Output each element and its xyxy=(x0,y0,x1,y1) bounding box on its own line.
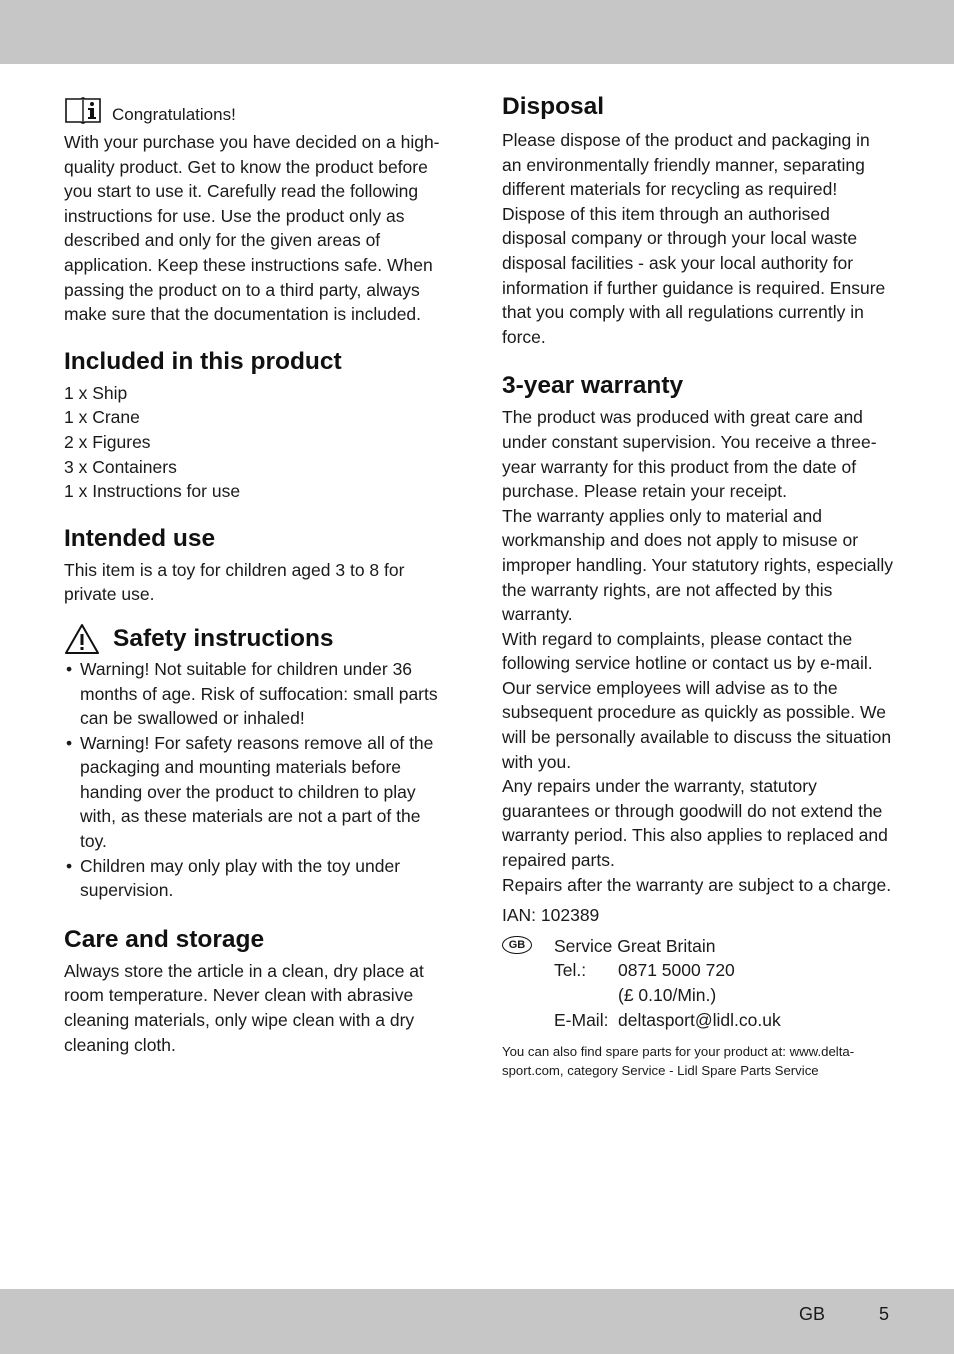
ian-number: IAN: 102389 xyxy=(502,905,600,926)
page-number: 5 xyxy=(879,1304,890,1324)
spare-parts-note: You can also find spare parts for your product at: www.delta-sport.com, category Service - Lidl Spare Parts Service xyxy=(502,1044,855,1079)
email-label: E-Mail: xyxy=(554,1009,609,1030)
list-item: 1 x Instructions for use xyxy=(64,481,241,502)
tel-value: 0871 5000 720 xyxy=(618,960,735,981)
warranty-paragraph: Repairs after the warranty are subject to a charge. xyxy=(502,874,892,895)
service-title: Service Great Britain xyxy=(554,935,716,956)
safety-list xyxy=(64,657,449,903)
footer-language: GB xyxy=(799,1304,826,1324)
care-heading: Care and storage xyxy=(64,925,265,953)
congrats-label: Congratulations! xyxy=(112,105,236,124)
included-heading: Included in this product xyxy=(64,347,342,375)
intro-text: With your purchase you have decided on a high-quality product. Get to know the product before you start to use it. Carefully read the following instructions for use. Use the product only as described and only for the given areas of application. Keep these instructions safe. When passing the product on to a third party, always make sure that the documentation is included. xyxy=(64,132,440,325)
safety-header xyxy=(64,623,449,655)
included-list xyxy=(64,381,449,504)
warranty-heading: 3-year warranty xyxy=(502,372,684,400)
safety-heading: Safety instructions xyxy=(113,624,334,652)
service-contact xyxy=(502,934,894,1032)
list-item: 1 x Crane xyxy=(64,407,140,428)
warranty-text xyxy=(502,405,894,897)
list-item: 2 x Figures xyxy=(64,431,151,452)
warning-icon xyxy=(64,623,100,655)
intended-heading: Intended use xyxy=(64,524,216,552)
list-item: • Children may only play with the toy under supervision. xyxy=(64,854,449,903)
list-item: 3 x Containers xyxy=(64,456,177,477)
info-icon xyxy=(64,96,102,126)
list-item: 1 x Ship xyxy=(64,382,128,403)
disposal-text: Please dispose of the product and packaging in an environmentally friendly manner, separating different materials for recycling as required! Dispose of this item through an authorised disposal company or through your local waste disposal facilities - ask your local authority for information if further guidance is required. Ensure that you comply with all regulations currently in force. xyxy=(502,130,886,347)
tel-label: Tel.: xyxy=(554,960,587,981)
right-column xyxy=(502,92,894,1080)
left-column xyxy=(64,92,449,1057)
warranty-paragraph: Any repairs under the warranty, statutory guarantees or through goodwill do not extend the warranty period. This also applies to replaced and repaired parts. xyxy=(502,776,888,871)
header-band xyxy=(0,0,954,64)
intended-text: This item is a toy for children aged 3 to 8 for private use. xyxy=(64,559,405,605)
warranty-paragraph: With regard to complaints, please contact the following service hotline or contact us by e-mail. Our service employees will advise as to the subsequent procedure as quickly as possible. We will be personally available to discuss the situation with you. xyxy=(502,628,892,772)
disposal-heading: Disposal xyxy=(502,93,605,120)
care-text: Always store the article in a clean, dry place at room temperature. Never clean with abrasive cleaning materials, only wipe clean with a dry cleaning cloth. xyxy=(64,960,424,1055)
intro-header xyxy=(64,96,449,126)
tel-cost: (£ 0.10/Min.) xyxy=(618,985,717,1005)
warranty-paragraph: The warranty applies only to material and workmanship and does not apply to misuse or improper handling. Your statutory rights, especially the warranty rights, are not affected by this warranty. xyxy=(502,505,894,625)
list-item: • Warning! For safety reasons remove all of the packaging and mounting materials before handing over the product to children to play with, as these materials are not a part of the toy. xyxy=(64,731,449,854)
country-badge: GB xyxy=(502,936,532,954)
list-item: • Warning! Not suitable for children under 36 months of age. Risk of suffocation: small parts can be swallowed or inhaled! xyxy=(64,657,449,731)
email-value: deltasport@lidl.co.uk xyxy=(618,1009,781,1030)
warranty-paragraph: The product was produced with great care and under constant supervision. You receive a three-year warranty for this product from the date of purchase. Please retain your receipt. xyxy=(502,407,877,502)
